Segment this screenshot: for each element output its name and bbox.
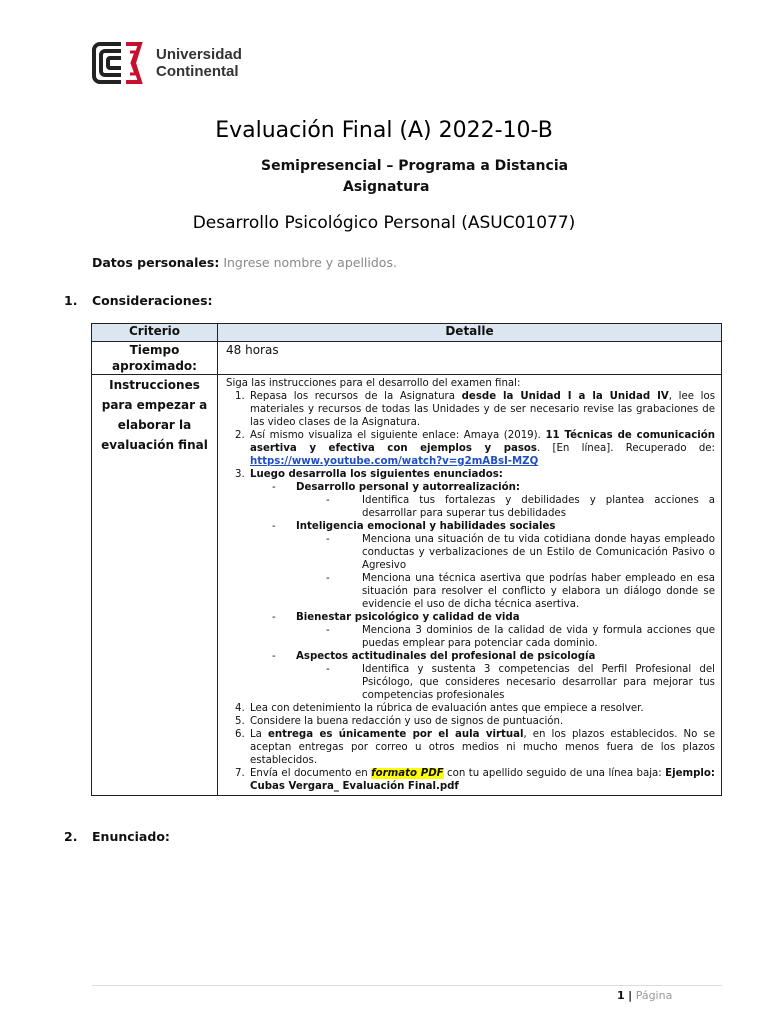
list-item: - Identifica y sustenta 3 competencias del Perfil Profesional del Psicólogo, que consideres necesario desarrollar para mejorar tus competencias profesionales (326, 663, 715, 702)
footer-divider (92, 985, 722, 986)
table-header-row (92, 324, 722, 342)
subject-label: Asignatura (343, 179, 430, 195)
list-item: 2. Así mismo visualiza el siguiente enlace: Amaya (2019). 11 Técnicas de comunicación asertiva y efectiva con ejemplos y pasos. [En línea]. Recuperado de: https://www.youtube.com/watch?v=g2mABsI-MZQ (248, 429, 715, 468)
course-name: Desarrollo Psicológico Personal (ASUC01077) (192, 213, 576, 233)
table-row (92, 342, 722, 375)
column-header-criterio: Criterio (92, 324, 218, 342)
list-item: - Menciona una situación de tu vida cotidiana donde hayas empleado conductas y verbalizaciones de un Estilo de Comunicación Pasivo o Agresivo (326, 533, 715, 572)
personal-data-placeholder[interactable]: Ingrese nombre y apellidos. (223, 255, 397, 270)
list-item: - Identifica tus fortalezas y debilidades y plantea acciones a desarrollar para superar tus debilidades (326, 494, 715, 520)
section-heading-statement: 2. Enunciado: (64, 829, 170, 844)
tiempo-value: 48 horas (218, 342, 722, 375)
university-logo-icon (92, 42, 150, 84)
personal-data-label: Datos personales: (92, 255, 220, 270)
list-item: 4. Lea con detenimiento la rúbrica de evaluación antes que empiece a resolver. (248, 702, 715, 715)
list-item: 3. Luego desarrolla los siguientes enunciados: - Desarrollo personal y autorrealización: - Identifica tus fortalezas y debilidades y plantea acciones a desarrollar para superar tus debilidades - Inteligencia emocional y habilidades sociales - Menciona una situación de tu vida cotidiana donde hayas empleado conductas y verbalizaciones de un Estilo de Comunicación Pasivo o Agresivo - Menciona una técnica asertiva que podrías haber empleado en esa situación para resolver el conflicto y elabora un diálogo donde se evidencie el uso de dicha técnica asertiva. - Bienestar psicológico y calidad de vida - Menciona 3 dominios de la calidad de vida y formula acciones que puedas emplear para potenciar cada dominio. - Aspectos actitudinales del profesional de psicología - Identifica y sustenta 3 competencias del Perfil Profesional del Psicólogo, que consideres necesario desarrollar para mejorar tus competencias profesionales (248, 468, 715, 702)
instructions-detail: Siga las instrucciones para el desarrollo del examen final: 1. Repasa los recursos de la Asignatura desde la Unidad I a la Unidad IV, lee los materiales y recursos de todas las Unidades y de ser necesario revise las grabaciones de las video clases de la Asignatura. 2. Así mismo visualiza el siguiente enlace: Amaya (2019). 11 Técnicas de comunicación asertiva y efectiva con ejemplos y pasos. [En línea]. Recuperado de: https://www.youtube.com/watch?v=g2mABsI-MZQ 3. Luego desarrolla los siguientes enunciados: - Desarrollo personal y autorrealización: - Identifica tus fortalezas y debilidades y plantea acciones a desarrollar para superar tus debilidades - Inteligencia emocional y habilidades sociales - Menciona una situación de tu vida cotidiana donde hayas empleado conductas y verbalizaciones de un Estilo de Comunicación Pasivo o Agresivo - Menciona una técnica asertiva que podrías haber empleado en esa situación para resolver el conflicto y elabora un diálogo donde se evidencie el uso de dicha técnica asertiva. - Bienestar psicológico y calidad de vida - Menciona 3 dominios de la calidad de vida y formula acciones que puedas emplear para potenciar cada dominio. - Aspectos actitudinales del profesional de psicología - Identifica y sustenta 3 competencias del Perfil Profesional del Psicólogo, que consideres necesario desarrollar para mejorar tus competencias profesionales 4. Lea con detenimiento la rúbrica de evaluación antes que empiece a resolver. 5. Considere la buena redacción y uso de signos de puntuación. 6. La entrega es únicamente por el aula virtual, en los plazos establecidos. No se aceptan entregas por correo u otros medios ni mucho menos fuera de los plazos establecidos. 7. Envía el documento en formato PDF con tu apellido seguido de una línea baja: Ejemplo: Cubas Vergara_ Evaluación Final.pdf (218, 375, 722, 796)
document-title: Evaluación Final (A) 2022-10-B (215, 118, 553, 143)
footer-separator: | (628, 989, 633, 1002)
program-mode: Semipresencial – Programa a Distancia (261, 158, 569, 174)
table-row (92, 375, 722, 796)
list-item: 5. Considere la buena redacción y uso de signos de puntuación. (248, 715, 715, 728)
page-label: Página (635, 989, 673, 1002)
column-header-detalle: Detalle (218, 324, 722, 342)
section-heading-considerations: 1. Consideraciones: (64, 293, 213, 308)
list-item: - Menciona una técnica asertiva que podrías haber empleado en esa situación para resolver el conflicto y elabora un diálogo donde se evidencie el uso de dicha técnica asertiva. (326, 572, 715, 611)
page-footer (617, 989, 672, 1002)
instructions-label: Instrucciones para empezar a elaborar la evaluación final (92, 375, 218, 796)
university-logo (92, 42, 242, 84)
list-item: 7. Envía el documento en formato PDF con tu apellido seguido de una línea baja: Ejemplo: Cubas Vergara_ Evaluación Final.pdf (248, 767, 715, 793)
list-item: - Aspectos actitudinales del profesional de psicología - Identifica y sustenta 3 competencias del Perfil Profesional del Psicólogo, que consideres necesario desarrollar para mejorar tus competencias profesionales (272, 650, 715, 702)
list-item: - Menciona 3 dominios de la calidad de vida y formula acciones que puedas emplear para potenciar cada dominio. (326, 624, 715, 650)
personal-data-field[interactable] (92, 255, 397, 270)
list-item: - Desarrollo personal y autorrealización: - Identifica tus fortalezas y debilidades y plantea acciones a desarrollar para superar tus debilidades (272, 481, 715, 520)
criteria-table (91, 323, 722, 796)
list-item: - Inteligencia emocional y habilidades sociales - Menciona una situación de tu vida cotidiana donde hayas empleado conductas y verbalizaciones de un Estilo de Comunicación Pasivo o Agresivo - Menciona una técnica asertiva que podrías haber empleado en esa situación para resolver el conflicto y elabora un diálogo donde se evidencie el uso de dicha técnica asertiva. (272, 520, 715, 611)
tiempo-label: Tiempo aproximado: (92, 342, 218, 375)
sub-list (250, 481, 715, 702)
list-item: 1. Repasa los recursos de la Asignatura desde la Unidad I a la Unidad IV, lee los materiales y recursos de todas las Unidades y de ser necesario revise las grabaciones de las video clases de la Asignatura. (248, 390, 715, 429)
list-item: 6. La entrega es únicamente por el aula virtual, en los plazos establecidos. No se aceptan entregas por correo u otros medios ni mucho menos fuera de los plazos establecidos. (248, 728, 715, 767)
instructions-list (226, 390, 715, 793)
youtube-link[interactable]: https://www.youtube.com/watch?v=g2mABsI-MZQ (250, 456, 539, 467)
university-name: Universidad Continental (156, 46, 242, 80)
page-number: 1 (617, 989, 625, 1002)
list-item: - Bienestar psicológico y calidad de vida - Menciona 3 dominios de la calidad de vida y formula acciones que puedas emplear para potenciar cada dominio. (272, 611, 715, 650)
